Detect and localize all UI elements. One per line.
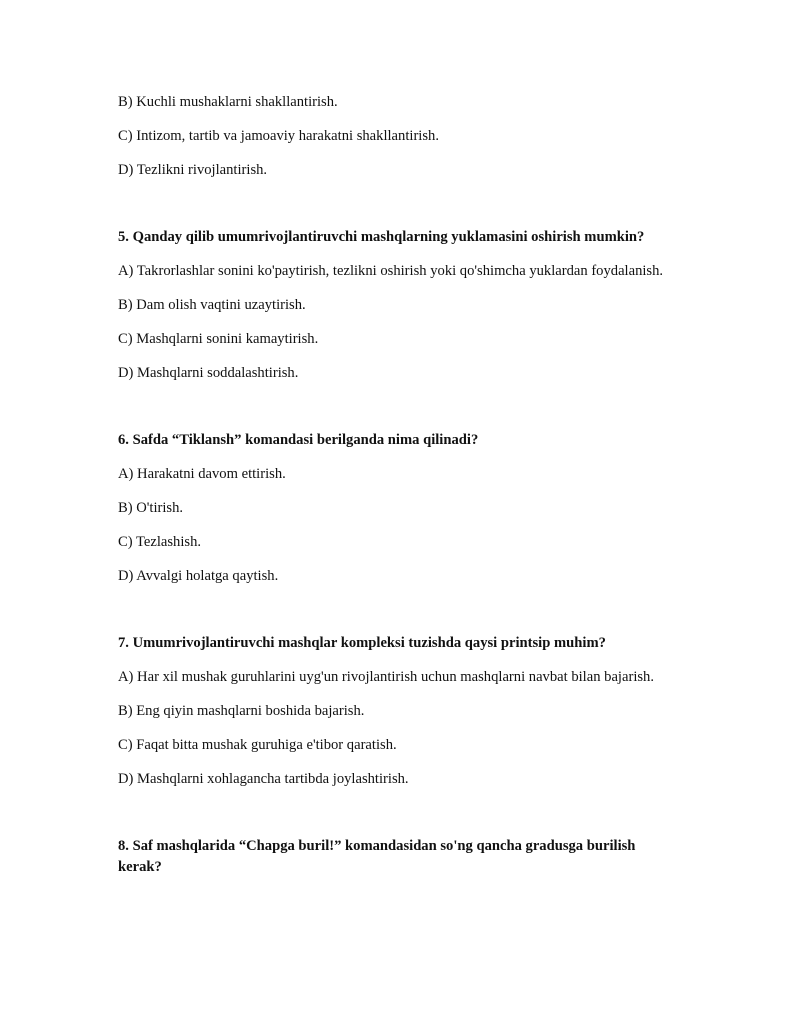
question-7-text: 7. Umumrivojlantiruvchi mashqlar kompleksi tuzishda qaysi printsip muhim? [118, 635, 606, 651]
option-b: B) Eng qiyin mashqlarni boshida bajarish. [118, 703, 365, 719]
question-4-options [118, 92, 678, 181]
option-d: D) Tezlikni rivojlantirish. [118, 162, 268, 178]
question-5 [118, 227, 678, 384]
option-d: D) Mashqlarni xohlagancha tartibda joylashtirish. [118, 771, 409, 787]
option-c: C) Tezlashish. [118, 534, 202, 550]
option-b: B) Kuchli mushaklarni shakllantirish. [118, 94, 338, 110]
document-page [118, 92, 678, 891]
option-a: A) Harakatni davom ettirish. [118, 466, 286, 482]
option-b: B) Dam olish vaqtini uzaytirish. [118, 297, 306, 313]
question-6 [118, 430, 678, 587]
option-c: C) Mashqlarni sonini kamaytirish. [118, 331, 319, 347]
option-a: A) Takrorlashlar sonini ko'paytirish, tezlikni oshirish yoki qo'shimcha yuklardan foydalanish. [118, 263, 664, 279]
option-a: A) Har xil mushak guruhlarini uyg'un rivojlantirish uchun mashqlarni navbat bilan bajarish. [118, 669, 654, 685]
option-d: D) Avvalgi holatga qaytish. [118, 568, 279, 584]
question-5-text: 5. Qanday qilib umumrivojlantiruvchi mashqlarning yuklamasini oshirish mumkin? [118, 229, 645, 245]
question-8 [118, 836, 678, 878]
option-c: C) Faqat bitta mushak guruhiga e'tibor qaratish. [118, 737, 397, 753]
option-c: C) Intizom, tartib va jamoaviy harakatni shakllantirish. [118, 128, 439, 144]
option-b: B) O'tirish. [118, 500, 184, 516]
question-6-text: 6. Safda “Tiklansh” komandasi berilganda nima qilinadi? [118, 432, 479, 448]
question-8-text: 8. Saf mashqlarida “Chapga buril!” komandasidan so'ng qancha gradusga burilish kerak? [118, 838, 636, 875]
question-7 [118, 633, 678, 790]
option-d: D) Mashqlarni soddalashtirish. [118, 365, 299, 381]
